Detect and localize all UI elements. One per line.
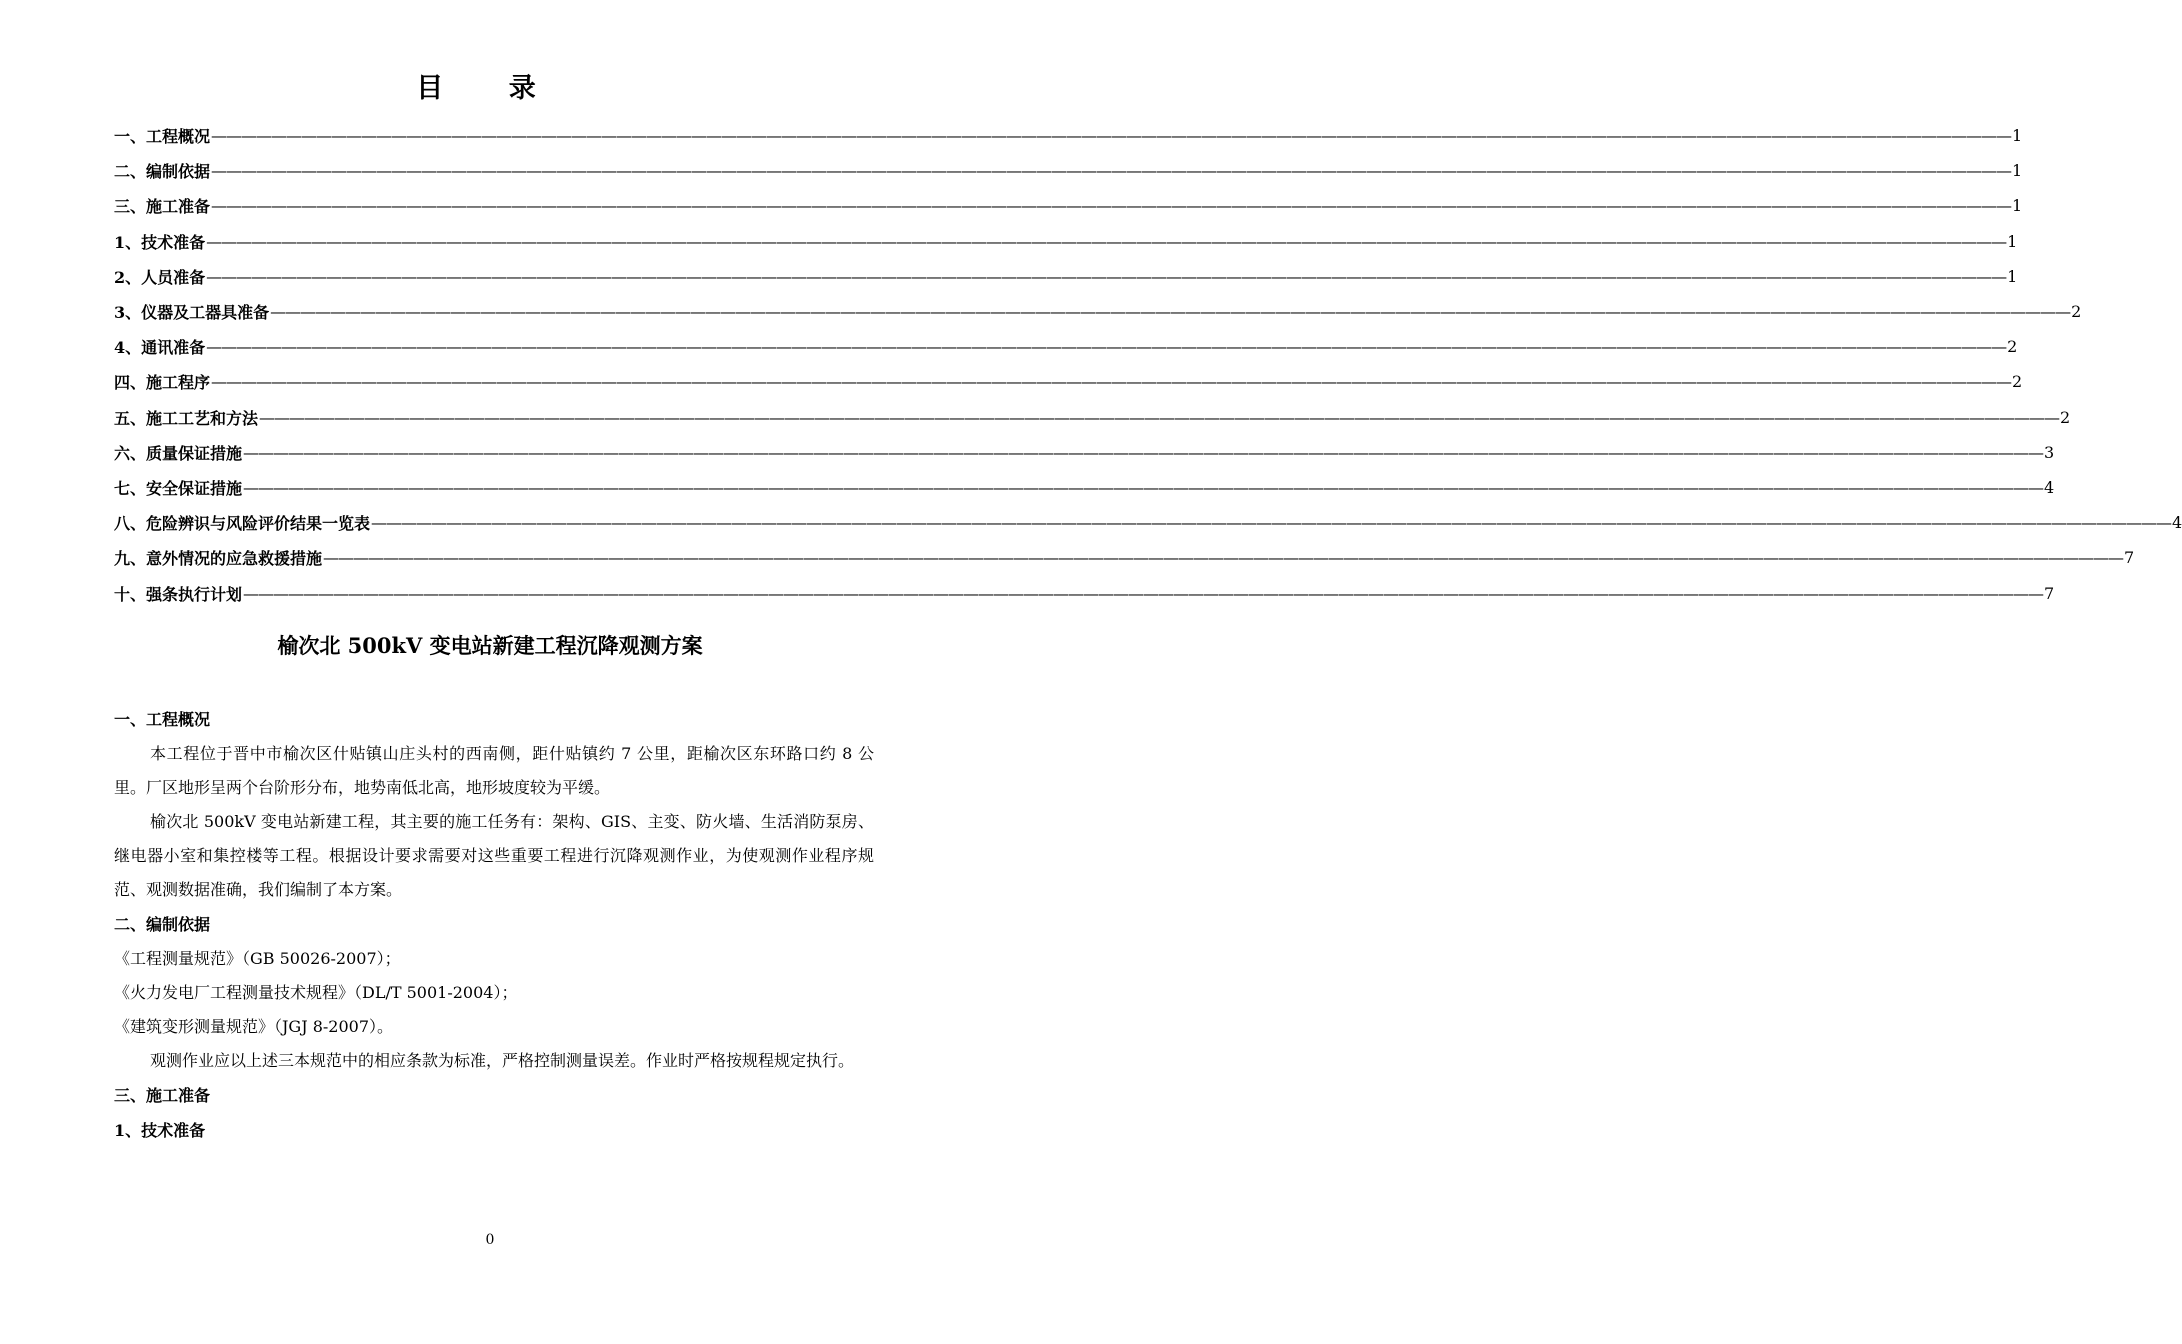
toc-entry-label: 3、仪器及工器具准备 (114, 303, 270, 323)
reference-item: 《火力发电厂工程测量技术规程》（DL/T 5001-2004）； (114, 983, 518, 1002)
toc-entry[interactable] (114, 364, 2023, 399)
toc-entry[interactable] (114, 575, 2055, 610)
toc-entry-page: 1 (2012, 126, 2023, 146)
toc-entry[interactable] (114, 435, 2055, 470)
toc-entry-page: 3 (2044, 442, 2055, 462)
toc-leader: ———————————————————————————————————————————————————————————————————————————————————————————————————————————————————————— (243, 477, 2044, 497)
toc-leader: ———————————————————————————————————————————————————————————————————————————————————————————————————————————————————————— (243, 442, 2044, 462)
toc-entry-label: 八、危险辨识与风险评价结果一览表 (114, 514, 371, 534)
toc-entry[interactable] (114, 188, 2023, 223)
toc-entry[interactable] (114, 153, 2023, 188)
table-of-contents (114, 118, 2182, 611)
document-body (114, 702, 874, 1148)
toc-entry[interactable] (114, 505, 2182, 540)
toc-entry-page: 4 (2044, 477, 2055, 497)
toc-leader: ———————————————————————————————————————————————————————————————————————————————————————————————————————————————————————— (211, 196, 2012, 216)
toc-entry[interactable] (114, 118, 2023, 153)
section-heading: 一、工程概况 (114, 710, 211, 729)
paragraph: 观测作业应以上述三本规范中的相应条款为标准，严格控制测量误差。作业时严格按规程规定执行。 (150, 1051, 855, 1070)
toc-entry-page: 7 (2124, 548, 2135, 568)
toc-leader: ———————————————————————————————————————————————————————————————————————————————————————————————————————————————————————— (206, 337, 2007, 357)
toc-entry-page: 1 (2007, 231, 2018, 251)
toc-entry-page: 2 (2007, 337, 2018, 357)
page-number: 0 (485, 1232, 495, 1248)
toc-leader: ———————————————————————————————————————————————————————————————————————————————————————————————————————————————————————— (211, 126, 2012, 146)
toc-entry-label: 四、施工程序 (114, 373, 211, 393)
toc-entry-label: 二、编制依据 (114, 162, 211, 182)
toc-entry-label: 2、人员准备 (114, 267, 206, 287)
toc-leader: ———————————————————————————————————————————————————————————————————————————————————————————————————————————————————————— (270, 302, 2071, 322)
toc-entry-label: 七、安全保证措施 (114, 478, 243, 498)
toc-entry-page: 2 (2012, 372, 2023, 392)
toc-entry-label: 三、施工准备 (114, 197, 211, 217)
toc-entry-page: 2 (2060, 407, 2071, 427)
toc-entry-label: 九、意外情况的应急救援措施 (114, 549, 323, 569)
toc-entry[interactable] (114, 224, 2018, 259)
toc-entry-label: 六、质量保证措施 (114, 443, 243, 463)
toc-entry[interactable] (114, 329, 2018, 364)
paragraph: 本工程位于晋中市榆次区什贴镇山庄头村的西南侧，距什贴镇约 7 公里，距榆次区东环路口约 8 公里。厂区地形呈两个台阶形分布，地势南低北高，地形坡度较为平缓。 (114, 744, 874, 797)
toc-leader: ———————————————————————————————————————————————————————————————————————————————————————————————————————————————————————— (323, 548, 2124, 568)
toc-entry-label: 1、技术准备 (114, 232, 206, 252)
toc-entry-label: 4、通讯准备 (114, 338, 206, 358)
toc-leader: ———————————————————————————————————————————————————————————————————————————————————————————————————————————————————————— (371, 513, 2172, 533)
reference-item: 《建筑变形测量规范》（JGJ 8-2007）。 (114, 1017, 394, 1036)
toc-entry[interactable] (114, 470, 2055, 505)
toc-entry[interactable] (114, 294, 2082, 329)
toc-entry[interactable] (114, 540, 2135, 575)
toc-leader: ———————————————————————————————————————————————————————————————————————————————————————————————————————————————————————— (206, 231, 2007, 251)
toc-leader: ———————————————————————————————————————————————————————————————————————————————————————————————————————————————————————— (259, 407, 2060, 427)
toc-entry-page: 1 (2012, 196, 2023, 216)
toc-entry-page: 1 (2012, 161, 2023, 181)
toc-leader: ———————————————————————————————————————————————————————————————————————————————————————————————————————————————————————— (211, 372, 2012, 392)
toc-entry-page: 4 (2172, 513, 2182, 533)
toc-entry-page: 2 (2071, 302, 2082, 322)
toc-entry-page: 1 (2007, 266, 2018, 286)
document-title: 榆次北 500kV 变电站新建工程沉降观测方案 (277, 633, 703, 658)
toc-entry[interactable] (114, 259, 2018, 294)
toc-entry[interactable] (114, 400, 2071, 435)
toc-entry-page: 7 (2044, 583, 2055, 603)
section-heading: 二、编制依据 (114, 915, 211, 934)
toc-title: 目 录 (416, 73, 564, 104)
subsection-heading: 1、技术准备 (114, 1121, 206, 1140)
toc-entry-label: 一、工程概况 (114, 127, 211, 147)
paragraph: 榆次北 500kV 变电站新建工程，其主要的施工任务有：架构、GIS、主变、防火墙、生活消防泵房、继电器小室和集控楼等工程。根据设计要求需要对这些重要工程进行沉降观测作业，为使观测作业程序规范、观测数据准确，我们编制了本方案。 (114, 812, 874, 899)
section-heading: 三、施工准备 (114, 1086, 211, 1105)
reference-item: 《工程测量规范》（GB 50026-2007）； (114, 949, 401, 968)
toc-leader: ———————————————————————————————————————————————————————————————————————————————————————————————————————————————————————— (211, 161, 2012, 181)
toc-entry-label: 五、施工工艺和方法 (114, 408, 259, 428)
toc-leader: ———————————————————————————————————————————————————————————————————————————————————————————————————————————————————————— (206, 266, 2007, 286)
toc-leader: ———————————————————————————————————————————————————————————————————————————————————————————————————————————————————————— (243, 583, 2044, 603)
toc-entry-label: 十、强条执行计划 (114, 584, 243, 604)
